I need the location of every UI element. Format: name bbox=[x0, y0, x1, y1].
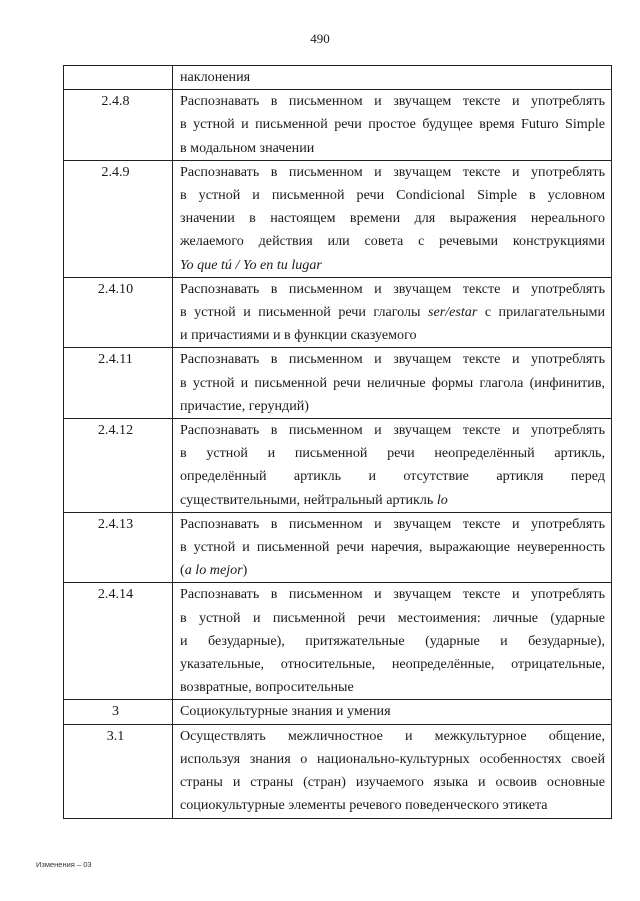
requirement-text-cell bbox=[173, 512, 612, 583]
section-code-cell: 2.4.14 bbox=[64, 583, 173, 700]
requirement-text-cell bbox=[173, 90, 612, 161]
footer-revision-note: Изменения – 03 bbox=[36, 860, 92, 869]
section-code-cell: 2.4.13 bbox=[64, 512, 173, 583]
requirements-table bbox=[63, 65, 612, 819]
section-code-cell: 2.4.11 bbox=[64, 348, 173, 419]
requirement-text-line: Распознавать в письменном и звучащем тексте и употреблять bbox=[180, 280, 605, 297]
requirement-text-line: желаемого действия или совета с речевыми конструкциями bbox=[180, 233, 605, 250]
requirement-text-line: Распознавать в письменном и звучащем тексте и употреблять bbox=[180, 93, 605, 110]
text-fragment: с прилагательными bbox=[477, 304, 605, 321]
table-row bbox=[64, 700, 612, 724]
text-fragment: ( bbox=[180, 562, 185, 579]
italic-term: ser/estar bbox=[428, 304, 478, 321]
requirement-text-line bbox=[180, 301, 605, 324]
table-row bbox=[64, 348, 612, 419]
text-fragment: существительными, нейтральный артикль bbox=[180, 491, 437, 508]
requirement-text-line: в устной и письменной речи неопределённый артикль, bbox=[180, 445, 605, 462]
requirement-text-line bbox=[180, 254, 605, 277]
page-number: 490 bbox=[310, 31, 330, 46]
requirement-text-line: Распознавать в письменном и звучащем тексте и употреблять bbox=[180, 586, 605, 603]
text-fragment: в устной и письменной речи глаголы bbox=[180, 304, 429, 321]
table-row bbox=[64, 277, 612, 348]
section-code-cell: 2.4.12 bbox=[64, 419, 173, 513]
section-code-cell: 2.4.8 bbox=[64, 90, 173, 161]
requirement-text-cell bbox=[173, 277, 612, 348]
requirement-text-line: в устной и письменной речи неличные формы глагола (инфинитив, bbox=[180, 374, 605, 391]
requirement-text-line: Распознавать в письменном и звучащем тексте и употреблять bbox=[180, 422, 605, 439]
section-code-cell bbox=[64, 66, 173, 90]
requirement-text-line bbox=[180, 559, 605, 582]
requirement-text-line: в устной и письменной речи Condicional Simple в условном bbox=[180, 187, 605, 204]
table-row bbox=[64, 512, 612, 583]
requirement-text-line: возвратные, вопросительные bbox=[180, 679, 354, 696]
requirement-text-line: Распознавать в письменном и звучащем тексте и употреблять bbox=[180, 515, 605, 532]
requirement-text-cell bbox=[173, 419, 612, 513]
requirement-text-line: социокультурные элементы речевого поведенческого этикета bbox=[180, 797, 548, 814]
table-row bbox=[64, 724, 612, 818]
requirement-text-line bbox=[180, 489, 605, 512]
requirement-text-line: в устной и письменной речи местоимения: личные (ударные bbox=[180, 609, 605, 626]
requirement-text-cell bbox=[173, 583, 612, 700]
requirement-text-line: Распознавать в письменном и звучащем тексте и употреблять bbox=[180, 163, 605, 180]
requirement-text-cell bbox=[173, 160, 612, 277]
requirement-text-line: используя знания о национально-культурных особенностях своей bbox=[180, 750, 605, 767]
requirement-text-line: определённый артикль и отсутствие артикля перед bbox=[180, 468, 605, 485]
requirement-text-line: Осуществлять межличностное и межкультурное общение, bbox=[180, 727, 605, 744]
requirement-text-line: наклонения bbox=[180, 69, 251, 85]
requirement-text-line: в устной и письменной речи простое будущее время Futuro Simple bbox=[180, 116, 605, 133]
requirement-text-line: в устной и письменной речи наречия, выражающие неуверенность bbox=[180, 539, 605, 556]
italic-example-text: Yo que tú / Yo en tu lugar bbox=[180, 256, 322, 273]
requirement-text-line: причастие, герундий) bbox=[180, 397, 309, 414]
italic-term: a lo mejor bbox=[184, 562, 243, 579]
requirement-text-line: Распознавать в письменном и звучащем тексте и употреблять bbox=[180, 351, 605, 368]
requirements-table-body bbox=[64, 66, 612, 819]
text-fragment: ) bbox=[242, 562, 248, 579]
requirement-text-line: указательные, относительные, неопределённые, отрицательные, bbox=[180, 656, 605, 673]
table-row bbox=[64, 90, 612, 161]
requirement-text-cell bbox=[173, 724, 612, 818]
section-code-cell: 3 bbox=[64, 700, 173, 724]
table-row bbox=[64, 419, 612, 513]
section-code-cell: 2.4.9 bbox=[64, 160, 173, 277]
requirement-text-line: и безударные), притяжательные (ударные и безударные), bbox=[180, 632, 605, 649]
requirement-text-line: Социокультурные знания и умения bbox=[180, 703, 391, 720]
requirement-text-line: в модальном значении bbox=[180, 139, 315, 156]
table-row bbox=[64, 160, 612, 277]
section-code-cell: 3.1 bbox=[64, 724, 173, 818]
italic-term: lo bbox=[436, 491, 448, 508]
requirement-text-line: и причастиями и в функции сказуемого bbox=[180, 327, 417, 344]
table-row bbox=[64, 66, 612, 90]
requirement-text-cell bbox=[173, 66, 612, 90]
section-code-cell: 2.4.10 bbox=[64, 277, 173, 348]
requirement-text-cell bbox=[173, 348, 612, 419]
requirement-text-cell bbox=[173, 700, 612, 724]
table-row bbox=[64, 583, 612, 700]
requirement-text-line: страны и страны (стран) изучаемого языка и освоив основные bbox=[180, 774, 605, 791]
requirement-text-line: значении в настоящем времени для выражения нереального bbox=[180, 210, 605, 227]
